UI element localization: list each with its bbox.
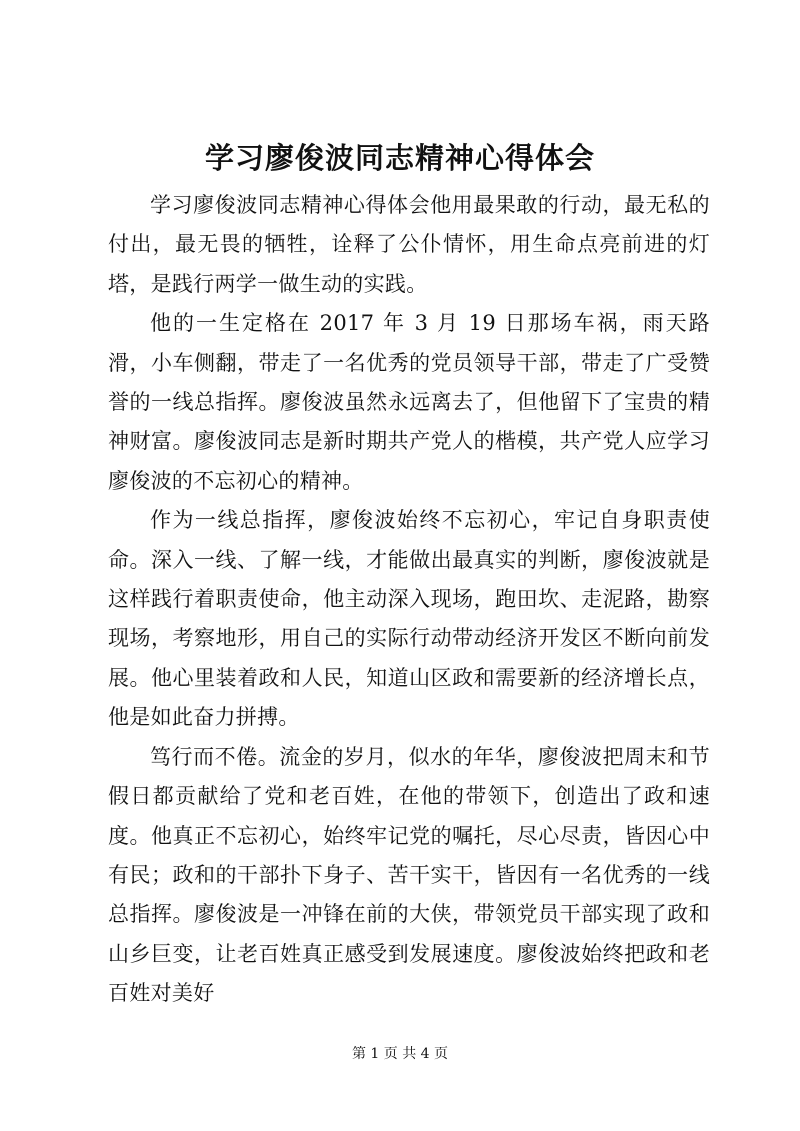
paragraph-1: 学习廖俊波同志精神心得体会他用最果敢的行动，最无私的付出，最无畏的牺牲，诠释了公仆情怀，用生命点亮前进的灯塔，是践行两学一做生动的实践。 bbox=[108, 193, 710, 296]
page-title: 学习廖俊波同志精神心得体会 bbox=[204, 141, 595, 175]
document-body bbox=[108, 186, 710, 1014]
page-footer: 第 1 页 共 4 页 bbox=[351, 1046, 449, 1062]
paragraph-2: 他的一生定格在 2017 年 3 月 19 日那场车祸，雨天路滑，小车侧翻，带走了一名优秀的党员领导干部，带走了广受赞誉的一线总指挥。廖俊波虽然永远离去了，但他留下了宝贵的精神财富。廖俊波同志是新时期共产党人的楷模，共产党人应学习廖俊波的不忘初心的精神。 bbox=[108, 311, 710, 493]
paragraph-3: 作为一线总指挥，廖俊波始终不忘初心，牢记自身职责使命。深入一线、了解一线，才能做出最真实的判断，廖俊波就是这样践行着职责使命，他主动深入现场，跑田坎、走泥路，勘察现场，考察地形，用自己的实际行动带动经济开发区不断向前发展。他心里装着政和人民，知道山区政和需要新的经济增长点，他是如此奋力拼搏。 bbox=[108, 508, 710, 730]
paragraph-4: 笃行而不倦。流金的岁月，似水的年华，廖俊波把周末和节假日都贡献给了党和老百姓，在他的带领下，创造出了政和速度。他真正不忘初心，始终牢记党的嘱托，尽心尽责，皆因心中有民；政和的干部扑下身子、苦干实干，皆因有一名优秀的一线总指挥。廖俊波是一冲锋在前的大侠，带领党员干部实现了政和山乡巨变，让老百姓真正感受到发展速度。廖俊波始终把政和老百姓对美好 bbox=[108, 744, 710, 1006]
